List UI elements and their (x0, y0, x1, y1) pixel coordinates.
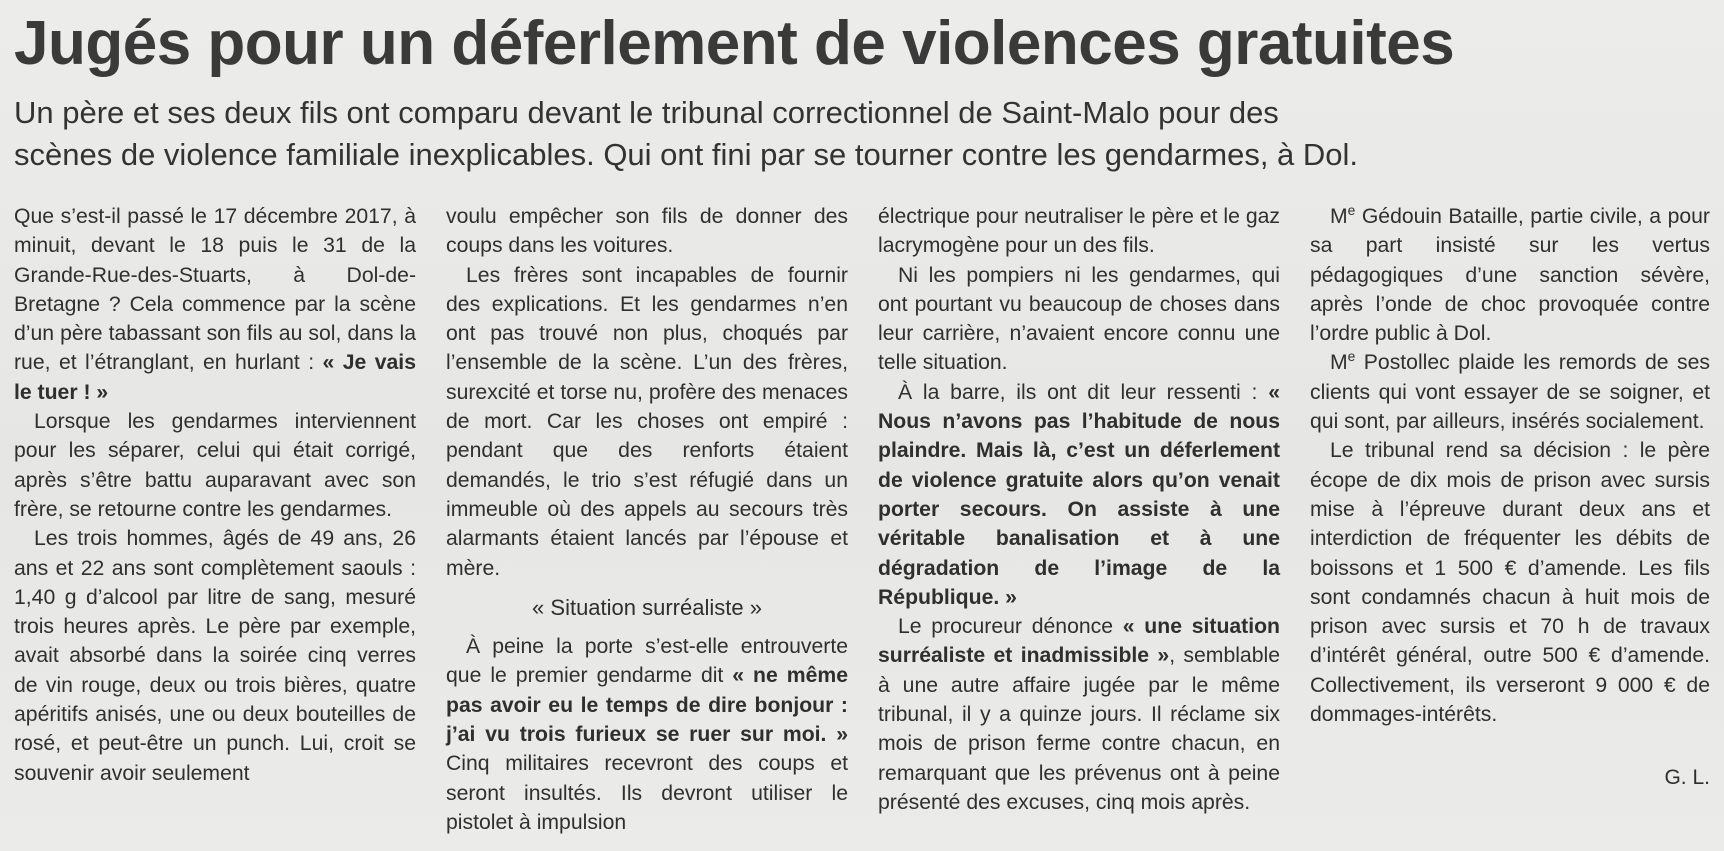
quote: « ne même pas avoir eu le temps de dire bonjour : j’ai vu trois furieux se ruer sur moi. » (446, 664, 848, 747)
paragraph-text: Postollec plaide les remords de ses clients qui vont essayer de se soigner, et qui sont, par ailleurs, insérés socialement. (1310, 351, 1710, 434)
title-abbrev-sup: e (1347, 349, 1356, 365)
paragraph: Le tribunal rend sa décision : le père écope de dix mois de prison avec sursis mise à l’épreuve durant deux ans et interdiction de fréquenter les débits de boissons et 1 500 € d’amende. Les fils sont condamnés chacun à huit mois de prison avec sursis et 70 h de travaux d’intérêt général, outre 500 € d’amende. Collectivement, ils verseront 9 000 € de dommages-intérêts. (1310, 439, 1710, 727)
column-2 (446, 202, 848, 842)
paragraph-text: Que s’est-il passé le 17 décembre 2017, à minuit, devant le 18 puis le 31 de la Grande-Rue-des-Stuarts, à Dol-de-Bretagne ? Cela commence par la scène d’un père tabassant son fils au sol, dans la rue, et l’étranglant, en hurlant : (14, 205, 416, 375)
author-signature: G. L. (1664, 766, 1710, 790)
paragraph (1310, 202, 1710, 348)
paragraph-text: À la barre, ils ont dit leur ressenti : (898, 380, 1269, 404)
paragraph: Les frères sont incapables de fournir des explications. Et les gendarmes n’en ont pas trouvé non plus, choqués par l’ensemble de la scène. L’un des frères, surexcité et torse nu, profère des menaces de mort. Car les choses ont empiré : pendant que des renforts étaient demandés, le trio s’est réfugié dans un immeuble où des appels au secours très alarmants étaient lancés par l’épouse et mère. (446, 263, 848, 580)
paragraph (878, 378, 1280, 612)
paragraph-text: Le procureur dénonce (898, 615, 1123, 639)
paragraph: électrique pour neutraliser le père et le gaz lacrymogène pour un des fils. (878, 205, 1280, 258)
column-3 (878, 202, 1280, 842)
paragraph: Ni les pompiers ni les gendarmes, qui ont pourtant vu beaucoup de choses dans leur carrière, n’avaient encore connu une telle situation. (878, 263, 1280, 375)
column-1 (14, 202, 416, 842)
paragraph (14, 202, 416, 407)
paragraph (446, 632, 848, 837)
column-4 (1310, 202, 1710, 842)
title-abbrev-sup: e (1347, 202, 1356, 218)
paragraph: Lorsque les gendarmes interviennent pour les séparer, celui qui était corrigé, après s’être battu auparavant avec son frère, se retourne contre les gendarmes. (14, 410, 416, 521)
article-headline: Jugés pour un déferlement de violences gratuites (14, 9, 1455, 78)
quote: « Nous n’avons pas l’habitude de nous plaindre. Mais là, c’est un déferlement de violence gratuite alors qu’on venait porter secours. On assiste à une véritable banalisation et à une dégradation de l’image de la République. » (878, 380, 1280, 609)
title-abbrev: M (1330, 351, 1348, 375)
paragraph (878, 612, 1280, 817)
paragraph (1310, 348, 1710, 436)
standfirst-line-2: scènes de violence familiale inexplicables. Qui ont fini par se tourner contre les gendarmes, à Dol. (14, 137, 1359, 172)
paragraph-text: À peine la porte s’est-elle entrouverte que le premier gendarme dit (446, 635, 848, 688)
subheading: « Situation surréaliste » (532, 594, 762, 620)
paragraph-text: Gédouin Bataille, partie civile, a pour sa part insisté sur les vertus pédagogiques d’une sanction sévère, après l’onde de choc provoquée contre l’ordre public à Dol. (1310, 205, 1710, 346)
article-body (14, 202, 1710, 842)
quote: « une situation surréaliste et inadmissible » (878, 615, 1280, 668)
paragraph: voulu empêcher son fils de donner des coups dans les voitures. (446, 205, 848, 258)
title-abbrev: M (1330, 205, 1348, 228)
article-standfirst (14, 92, 1614, 176)
standfirst-line-1: Un père et ses deux fils ont comparu devant le tribunal correctionnel de Saint-Malo pour des (14, 95, 1279, 130)
paragraph-text: , semblable à une autre affaire jugée par le même tribunal, il y a quinze jours. Il réclame six mois de prison ferme contre chacun, en remarquant que les prévenus ont à peine présenté des excuses, cinq mois après. (878, 644, 1280, 814)
paragraph: Les trois hommes, âgés de 49 ans, 26 ans et 22 ans sont complètement saouls : 1,40 g d’alcool par litre de sang, mesuré trois heures après. Le père par exemple, avait absorbé dans la soirée cinq verres de vin rouge, deux ou trois bières, quatre apéritifs anisés, une ou deux bouteilles de rosé, et peut-être un punch. Lui, croit se souvenir avoir seulement (14, 527, 416, 785)
quote: « Je vais le tuer ! » (14, 351, 416, 404)
paragraph-text: Cinq militaires recevront des coups et seront insultés. Ils devront utiliser le pistolet à impulsion (446, 752, 848, 834)
